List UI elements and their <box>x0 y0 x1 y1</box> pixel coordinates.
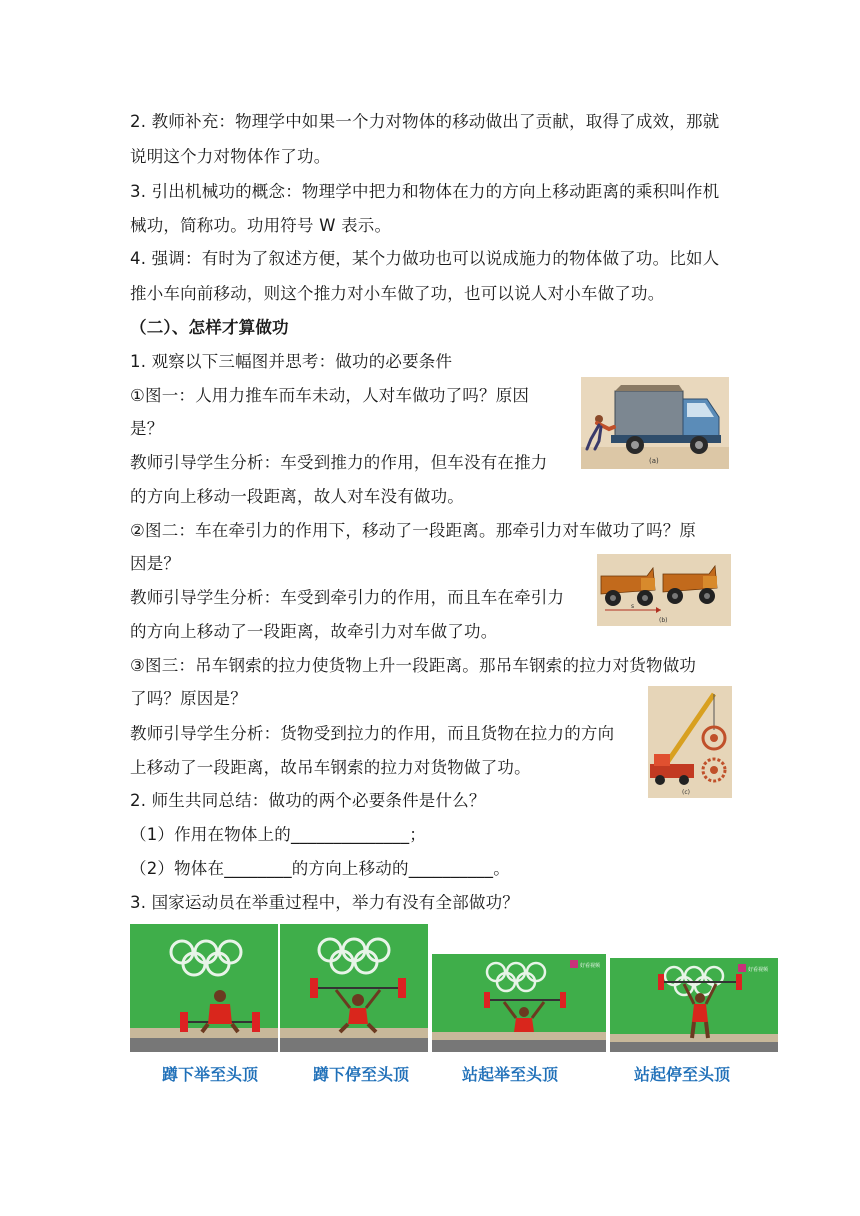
text-line-16: 的方向上移动了一段距离，故牵引力对车做了功。 <box>130 622 498 641</box>
video-watermark: 好看视频 <box>580 963 601 969</box>
figure-c-crane-lift <box>648 686 732 798</box>
caption-2: 蹲下停至头顶 <box>313 1065 410 1084</box>
text-line-6: 推小车向前移动，则这个推力对小车做了功，也可以说人对小车做了功。 <box>130 284 665 303</box>
text-line-11: 教师引导学生分析：车受到推力的作用，但车没有在推力 <box>130 453 548 472</box>
text-line-1: 2. 教师补充：物理学中如果一个力对物体的移动做出了贡献，取得了成效，那就 <box>130 112 720 131</box>
text-line-17: ③图三：吊车钢索的拉力使货物上升一段距离。那吊车钢索的拉力对货物做功 <box>130 656 697 675</box>
weightlifting-photo-4 <box>610 958 778 1052</box>
section-heading: （二）、怎样才算做功 <box>130 318 289 337</box>
figure-a-truck-push <box>581 377 729 469</box>
figure-b-distance-label: s <box>631 603 635 610</box>
text-line-15: 教师引导学生分析：车受到牵引力的作用，而且车在牵引力 <box>130 588 565 607</box>
text-line-5: 4. 强调：有时为了叙述方便，某个力做功也可以说成施力的物体做了功。比如人 <box>130 249 720 268</box>
text-line-3: 3. 引出机械功的概念：物理学中把力和物体在力的方向上移动距离的乘积叫作机 <box>130 182 720 201</box>
text-line-13: ②图二：车在牵引力的作用下，移动了一段距离。那牵引力对车做功了吗？原 <box>130 521 697 540</box>
text-line-9: ①图一：人用力推车而车未动，人对车做功了吗？原因 <box>130 386 530 405</box>
text-line-4: 械功，简称功。功用符号 W 表示。 <box>130 216 392 235</box>
caption-4: 站起停至头顶 <box>634 1065 731 1084</box>
text-line-14: 因是？ <box>130 554 181 573</box>
text-line-22: （1）作用在物体上的______________； <box>130 825 426 844</box>
text-line-12: 的方向上移动一段距离，故人对车没有做功。 <box>130 487 464 506</box>
text-line-20: 上移动了一段距离，故吊车钢索的拉力对货物做了功。 <box>130 758 531 777</box>
weightlifting-photo-1 <box>130 924 278 1052</box>
text-line-10: 是？ <box>130 419 164 438</box>
weightlifting-photo-3 <box>432 954 606 1052</box>
text-line-21: 2. 师生共同总结：做功的两个必要条件是什么？ <box>130 791 486 810</box>
figure-a-label: (a) <box>649 457 659 465</box>
figure-b-label: (b) <box>659 617 668 624</box>
text-line-24: 3. 国家运动员在举重过程中，举力有没有全部做功？ <box>130 893 519 912</box>
caption-1: 蹲下举至头顶 <box>162 1065 259 1084</box>
video-watermark-2: 好看视频 <box>748 967 769 973</box>
text-line-18: 了吗？原因是？ <box>130 689 247 708</box>
text-line-8: 1. 观察以下三幅图并思考：做功的必要条件 <box>130 352 453 371</box>
text-line-2: 说明这个力对物体作了功。 <box>130 147 331 166</box>
figure-c-label: (c) <box>682 789 690 796</box>
text-line-19: 教师引导学生分析：货物受到拉力的作用，而且货物在拉力的方向 <box>130 724 615 743</box>
caption-3: 站起举至头顶 <box>462 1065 559 1084</box>
text-line-23: （2）物体在________的方向上移动的__________。 <box>130 859 510 878</box>
figure-b-truck-moving <box>597 554 731 626</box>
weightlifting-photo-2 <box>280 924 428 1052</box>
